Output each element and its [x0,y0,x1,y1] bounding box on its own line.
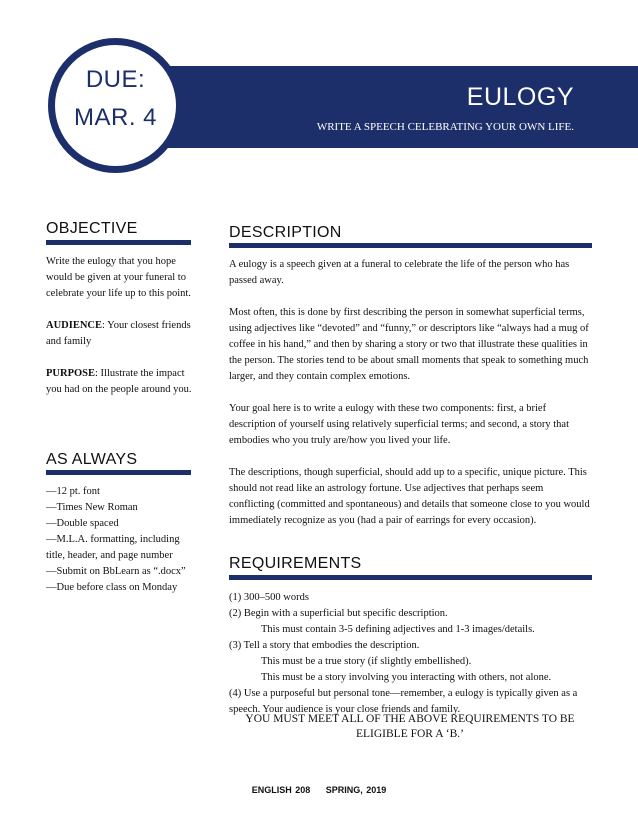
description-paragraph: The descriptions, though superficial, should add up to a specific, unique picture. This should not read like an astrology fortune. Use adjectives that perhaps seem conflicting (committed and spontaneous) and details that someone close to you would immediately recognize as you (had a pair of earrings for every occasion). [229,467,590,526]
due-date: MAR. 4 [73,104,157,131]
audience-line [46,318,194,350]
purpose-label: PURPOSE [46,368,96,379]
description-paragraph: A eulogy is a speech given at a funeral to celebrate the life of the person who has passed away. [229,259,570,286]
purpose-line [46,366,194,398]
page-title: EULOGY [466,83,574,111]
list-item: —Due before class on Monday [46,582,178,593]
description-divider [229,243,592,248]
description-heading: DESCRIPTION [229,224,342,241]
requirement-subitem: This must be a true story (if slightly embellished). [261,656,472,667]
list-item: —M.L.A. formatting, including title, header, and page number [46,534,180,561]
audience-text: : Your closest friends and family [46,320,191,347]
requirements-divider [229,575,592,580]
footer [0,785,638,795]
requirements-heading: REQUIREMENTS [229,555,362,572]
audience-label: AUDIENCE [46,320,103,331]
objective-body [46,254,194,398]
requirement-subitem: This must be a story involving you interacting with others, not alone. [261,672,552,683]
as-always-heading: AS ALWAYS [46,451,138,468]
due-label: DUE: [85,66,146,93]
requirements-list [229,590,591,718]
list-item: —Submit on BbLearn as “.docx” [46,566,186,577]
requirement-item: (2) Begin with a superficial but specific description. [229,608,448,619]
requirement-item: (1) 300–500 words [229,592,309,603]
description-paragraph: Most often, this is done by first describing the person in somewhat superficial terms, using adjectives like “devoted” and “funny,” or descriptors like “always had a mug of coffee in his hand,” and then by sharing a story or two that illustrate these qualities in the person. The stories tend to be about small moments that speak to something much larger, and they contain complex emotions. [229,307,589,382]
objective-text: Write the eulogy that you hope would be given at your funeral to celebrate your life up to this point. [46,256,191,299]
requirement-subitem: This must contain 3-5 defining adjectives and 1-3 images/details. [261,624,535,635]
list-item: —12 pt. font [46,486,100,497]
footer-term: SPRING, 2019 [325,785,387,795]
requirement-item: (3) Tell a story that embodies the description. [229,640,420,651]
as-always-divider [46,470,191,475]
purpose-text: : Illustrate the impact you had on the people around you. [46,368,192,395]
as-always-list [46,484,196,596]
objective-heading: OBJECTIVE [46,220,138,237]
footer-course: ENGLISH 208 [251,785,311,795]
description-paragraph: Your goal here is to write a eulogy with these two components: first, a brief description of yourself using relatively superficial terms; and second, a story that embodies who you truly are/how you lived your life. [229,403,569,446]
objective-divider [46,240,191,245]
list-item: —Double spaced [46,518,119,529]
requirements-note: YOU MUST MEET ALL OF THE ABOVE REQUIREMENTS TO BE ELIGIBLE FOR A ‘B.’ [245,713,575,740]
page-subtitle: WRITE A SPEECH CELEBRATING YOUR OWN LIFE. [316,121,574,133]
list-item: —Times New Roman [46,502,138,513]
requirement-item: (4) Use a purposeful but personal tone—remember, a eulogy is typically given as a speech. Your audience is your close friends and family. [229,688,578,715]
description-body [229,257,591,529]
